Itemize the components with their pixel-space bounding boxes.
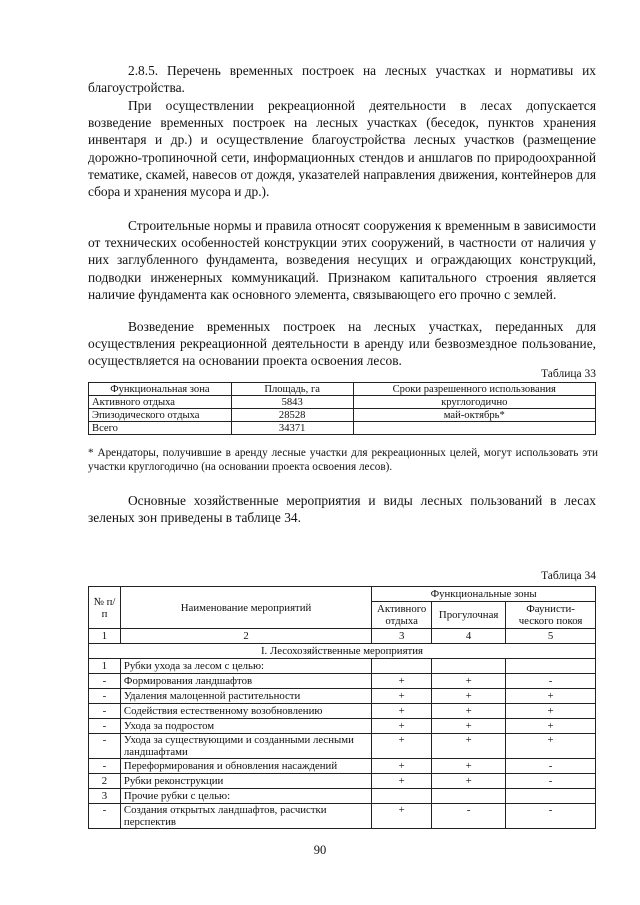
row-num: -: [89, 719, 121, 734]
row-walking: +: [432, 734, 506, 759]
row-active: +: [372, 719, 432, 734]
row-num: -: [89, 734, 121, 759]
row-walking: -: [432, 804, 506, 829]
table-row: [89, 689, 596, 704]
row-active: +: [372, 689, 432, 704]
row-walking: [432, 659, 506, 674]
table-cell: Эпизодического отдыха: [89, 409, 232, 422]
row-num: 3: [89, 789, 121, 804]
paragraph-3: Возведение временных построек на лесных участках, переданных для осуществления рекреационной деятельности в аренду или безвозмездное пользование, осуществляется на основании проекта освоения лесов.: [88, 319, 596, 369]
row-active: +: [372, 804, 432, 829]
index-cell: 2: [120, 629, 371, 644]
table-34: [88, 586, 596, 829]
table-33-header-row: [89, 383, 596, 396]
table-cell: май-октябрь*: [353, 409, 595, 422]
row-name: Прочие рубки с целью:: [120, 789, 371, 804]
zone-header-walking: Прогулочная: [432, 602, 506, 629]
table-row: [89, 396, 596, 409]
table-cell: Активного отдыха: [89, 396, 232, 409]
row-name: Ухода за существующими и созданными лесными ландшафтами: [120, 734, 371, 759]
row-fauna: -: [506, 759, 596, 774]
row-fauna: -: [506, 674, 596, 689]
row-name: Создания открытых ландшафтов, расчистки перспектив: [120, 804, 371, 829]
index-cell: 4: [432, 629, 506, 644]
row-active: +: [372, 674, 432, 689]
row-fauna: [506, 659, 596, 674]
paragraph-4: Основные хозяйственные мероприятия и виды лесных пользований в лесах зеленых зон приведены в таблице 34.: [88, 493, 596, 526]
row-walking: +: [432, 774, 506, 789]
table-34-caption: Таблица 34: [541, 570, 596, 582]
row-name: Переформирования и обновления насаждений: [120, 759, 371, 774]
row-name: Рубки ухода за лесом с целью:: [120, 659, 371, 674]
zone-header-fauna: Фаунисти-ческого покоя: [506, 602, 596, 629]
table-row: [89, 422, 596, 435]
table-34-section-row: [89, 644, 596, 659]
paragraph-1: При осуществлении рекреационной деятельности в лесах допускается возведение временных построек на лесных участках (беседок, пунктов хранения инвентаря и др.) и осуществление благоустройства лесных участков (размещение дорожно-тропиночной сети, информационных стендов и аншлагов по природоохранной тематике, скамей, навесов от дождя, указателей направления движения, контейнеров для сбора и хранения мусора и др.).: [88, 98, 596, 200]
table-row: [89, 774, 596, 789]
row-num: -: [89, 704, 121, 719]
table-33-caption: Таблица 33: [541, 368, 596, 380]
row-walking: [432, 789, 506, 804]
table-row: [89, 804, 596, 829]
row-active: +: [372, 759, 432, 774]
row-active: +: [372, 704, 432, 719]
row-active: [372, 789, 432, 804]
row-num: -: [89, 674, 121, 689]
table-33: [88, 382, 596, 435]
row-fauna: +: [506, 689, 596, 704]
table-row: [89, 674, 596, 689]
page-number: 90: [313, 843, 327, 857]
table-cell: круглогодично: [353, 396, 595, 409]
row-name: Содействия естественному возобновлению: [120, 704, 371, 719]
table-row: [89, 659, 596, 674]
table-34-header-name: Наименование мероприятий: [120, 587, 371, 629]
row-walking: +: [432, 704, 506, 719]
table-cell: 5843: [231, 396, 353, 409]
row-num: -: [89, 689, 121, 704]
row-fauna: -: [506, 804, 596, 829]
row-walking: +: [432, 759, 506, 774]
row-active: +: [372, 774, 432, 789]
table-row: [89, 734, 596, 759]
table-34-header-num: № п/п: [89, 587, 121, 629]
row-walking: +: [432, 674, 506, 689]
row-num: -: [89, 759, 121, 774]
row-active: [372, 659, 432, 674]
table-33-header: Функциональная зона: [89, 383, 232, 396]
table-row: [89, 789, 596, 804]
index-cell: 1: [89, 629, 121, 644]
table-row: [89, 409, 596, 422]
row-fauna: +: [506, 719, 596, 734]
table-row: [89, 704, 596, 719]
row-active: +: [372, 734, 432, 759]
table-33-footnote: * Арендаторы, получившие в аренду лесные участки для рекреационных целей, могут использовать эти участки круглогодично (на основании проекта освоения лесов).: [88, 447, 598, 473]
row-num: 1: [89, 659, 121, 674]
table-33-header: Площадь, га: [231, 383, 353, 396]
row-name: Ухода за подростом: [120, 719, 371, 734]
table-34-group-header: Функциональные зоны: [372, 587, 596, 602]
row-num: 2: [89, 774, 121, 789]
row-fauna: +: [506, 734, 596, 759]
row-fauna: +: [506, 704, 596, 719]
row-name: Удаления малоценной растительности: [120, 689, 371, 704]
table-34-header-row: [89, 587, 596, 602]
table-cell: Всего: [89, 422, 232, 435]
zone-header-active: Активного отдыха: [372, 602, 432, 629]
section-heading: 2.8.5. Перечень временных построек на лесных участках и нормативы их благоустройства.: [88, 63, 596, 96]
table-row: [89, 719, 596, 734]
row-walking: +: [432, 689, 506, 704]
row-name: Рубки реконструкции: [120, 774, 371, 789]
row-fauna: [506, 789, 596, 804]
row-fauna: -: [506, 774, 596, 789]
row-num: -: [89, 804, 121, 829]
table-cell: [353, 422, 595, 435]
row-name: Формирования ландшафтов: [120, 674, 371, 689]
table-row: [89, 759, 596, 774]
section-title: I. Лесохозяйственные мероприятия: [89, 644, 596, 659]
paragraph-2: Строительные нормы и правила относят сооружения к временным в зависимости от технических особенностей конструкции этих сооружений, в частности от наличия у них заглубленного фундамента, возведения несущих и ограждающих конструкций, подводки инженерных коммуникаций. Признаком капитального строения является наличие фундамента как основного элемента, связывающего его прочно с землей.: [88, 218, 596, 302]
table-34-index-row: [89, 629, 596, 644]
table-33-header: Сроки разрешенного использования: [353, 383, 595, 396]
row-walking: +: [432, 719, 506, 734]
index-cell: 3: [372, 629, 432, 644]
table-cell: 28528: [231, 409, 353, 422]
table-cell: 34371: [231, 422, 353, 435]
index-cell: 5: [506, 629, 596, 644]
